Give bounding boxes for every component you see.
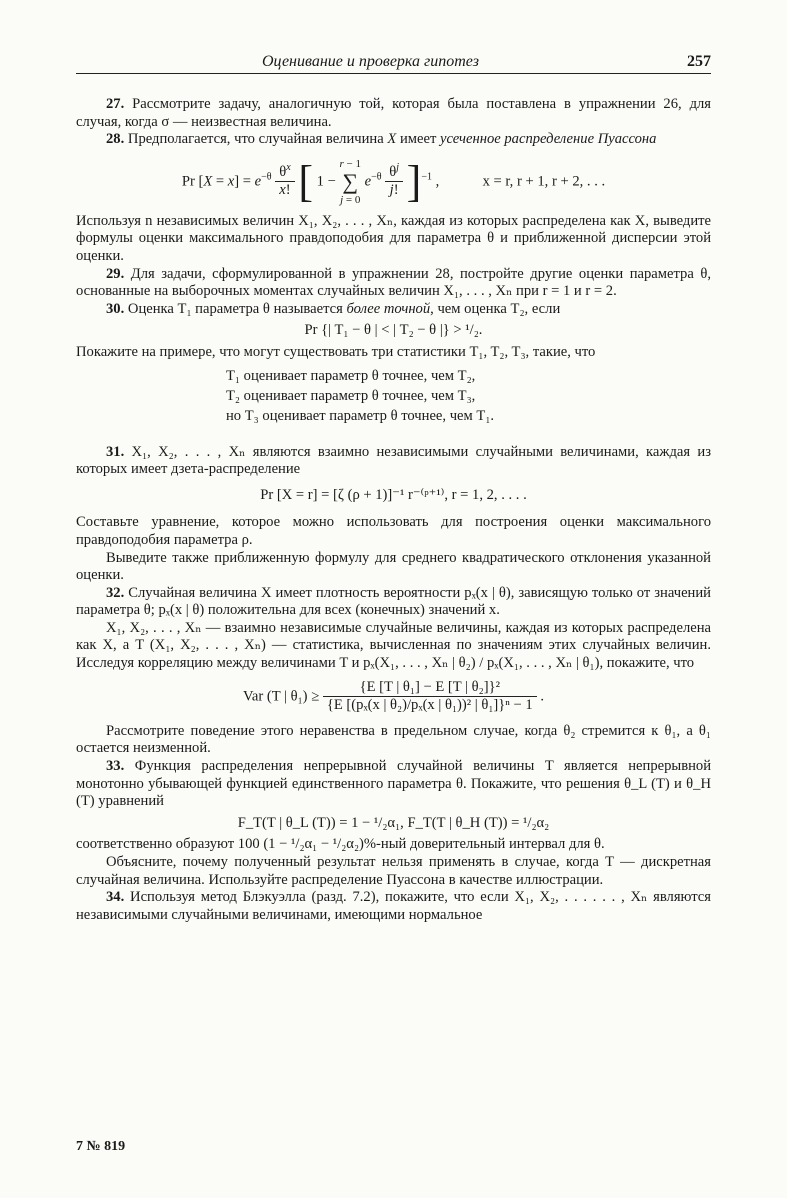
exercise-31: 31. X₁, X₂, . . . , Xₙ являются взаимно независимыми случайными величинами, каждая из которых имеет дзета-распределение [76,443,711,478]
exercise-31-body-2: Выведите также приближенную формулу для среднего квадратического отклонения указанной оценки. [76,549,711,584]
statistic-comparison-list [76,368,711,428]
formula-precision: Pr {| T₁ − θ | < | T₂ − θ |} > ¹/₂. [304,322,483,339]
signature-mark: 7 № 819 [76,1139,126,1154]
exercise-27: 27. Рассмотрите задачу, аналогичную той, которая была поставлена в упражнении 26, для случая, когда σ — неизвестная величина. [76,96,711,130]
exercise-33: 33. Функция распределения непрерывной случайной величины T является непрерывной монотонно убывающей функцией единственного параметра θ. Покажите, что решения θ_L (T) и θ_H (T) уравнений [76,758,711,810]
running-title: Оценивание и проверка гипотез [262,53,479,70]
text-body [76,96,711,924]
term-more-precise: более точной [346,300,431,317]
formula-truncated-poisson: Pr $[X = x] = e^{-\theta}$ $\frac{\theta^x}{x!}$ [ 1 − r − 1 ∑ j = 0 $e^{-\theta}$ $\frac{\theta^j}{j!}$ ]$^{-1}$ , x = r, r + 1, r + 2, . . . [181,156,606,206]
formula-variance-bound: Var (T | θ₁) ≥ $\frac{\text{\{E [T | θ₁] − E [T | θ₂]\}²}}{\text{\{E [(pₓ(x | θ₂)/pₓ(x | θ₁))² | θ₁]\}ⁿ − 1}}$ . [242,678,545,714]
exercise-28: 28. Предполагается, что случайная величина X имеет усеченное распределение Пуассона [106,131,657,148]
exercise-32-body-2: Рассмотрите поведение этого неравенства в предельном случае, когда θ₂ стремится к θ₁, а θ₁ остается неизменной. [76,722,711,757]
comparison-line: T₁ оценивает параметр θ точнее, чем T₂, [226,367,476,384]
exercise-34: 34. Используя метод Блэкуэлла (разд. 7.2), покажите, что если X₁, X₂, . . . . . . , Xₙ являются независимыми случайными величинами, имеющими нормальное [76,889,711,923]
comparison-line: T₂ оценивает параметр θ точнее, чем T₃, [226,387,476,404]
exercise-32: 32. Случайная величина X имеет плотность вероятности pₓ(x | θ), зависящую только от значений параметра θ; pₓ(x | θ) положительна для всех (конечных) значений x. [76,584,711,619]
exercise-32-body-1: X₁, X₂, . . . , Xₙ — взаимно независимые случайные величины, каждая из которых распределена как X, а T (X₁, X₂, . . . , Xₙ) — статистика, вычисленная по значениям этих случайных величин. Исследуя корреляцию между величинами T и pₓ(X₁, . . . , Xₙ | θ₂) / pₓ(X₁, . . . , Xₙ | θ₁), покажите, что [76,619,711,672]
exercise-33-body-2: Объясните, почему полученный результат нельзя применять в случае, когда T — дискретная случайная величина. Используйте распределение Пуассона в качестве иллюстрации. [76,854,711,888]
exercise-30-body: Покажите на примере, что могут существовать три статистики T₁, T₂, T₃, такие, что [76,343,596,360]
formula-condition: x = r, r + 1, r + 2, . . . [482,173,606,190]
exercise-30: 30. Оценка T₁ параметра θ называется более точной, чем оценка T₂, если [106,300,561,317]
comparison-line: но T₃ оценивает параметр θ точнее, чем T₁. [226,407,495,424]
running-header [76,51,711,74]
term-truncated-poisson: усеченное распределение Пуассона [439,131,657,148]
exercise-28-body: Используя n независимых величин X₁, X₂, . . . , Xₙ, каждая из которых распределена как X, выведите формулы оценки максимального правдоподобия для параметра θ и приближенной дисперсии этой оценки. [76,212,711,264]
formula-confidence-equations: F_T(T | θ_L (T)) = 1 − ¹/₂α₁, F_T(T | θ_H (T)) = ¹/₂α₂ [237,814,550,831]
page-number: 257 [687,53,711,70]
formula-zeta: Pr [X = r] = [ζ (ρ + 1)]⁻¹ r⁻⁽ᵖ⁺¹⁾, r = 1, 2, . . . . [260,486,527,503]
exercise-31-body-1: Составьте уравнение, которое можно использовать для построения оценки максимального правдоподобия параметра ρ. [76,514,711,548]
exercise-29: 29. Для задачи, сформулированной в упражнении 28, постройте другие оценки параметра θ, основанные на выборочных моментах случайных величин X₁, . . . , Xₙ при r = 1 и r = 2. [76,265,711,300]
exercise-33-body-1: соответственно образуют 100 (1 − ¹/₂α₁ − ¹/₂α₂)%-ный доверительный интервал для θ. [76,836,605,853]
